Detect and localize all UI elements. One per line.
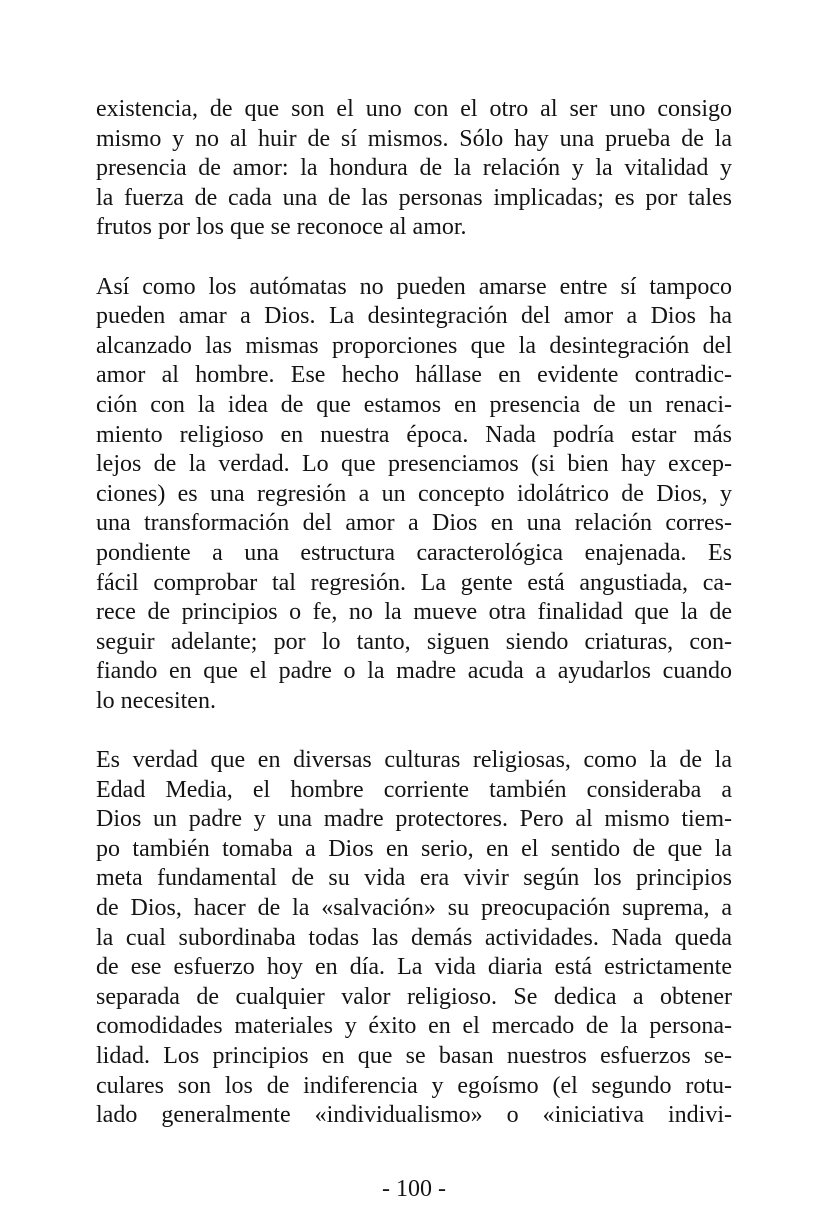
text-line: Así como los autómatas no pueden amarse entre sí tampoco xyxy=(96,273,732,300)
text-line: rece de principios o fe, no la mueve otra finalidad que la de xyxy=(96,599,732,626)
text-line: presencia de amor: la hondura de la relación y la vitalidad y xyxy=(96,155,732,182)
text-line: ciones) es una regresión a un concepto idolátrico de Dios, y xyxy=(96,480,732,507)
paragraph-3 xyxy=(96,746,732,1131)
text-line: alcanzado las mismas proporciones que la desintegración del xyxy=(96,332,732,359)
text-line: comodidades materiales y éxito en el mercado de la persona- xyxy=(96,1013,732,1040)
paragraph-2 xyxy=(96,273,732,717)
text-line: frutos por los que se reconoce al amor. xyxy=(96,214,467,241)
text-line: la cual subordinaba todas las demás actividades. Nada queda xyxy=(96,924,732,951)
text-line: fiando en que el padre o la madre acuda a ayudarlos cuando xyxy=(96,658,732,685)
text-line: pondiente a una estructura caracterológica enajenada. Es xyxy=(96,539,732,566)
text-line: lo necesiten. xyxy=(96,687,216,714)
text-line: de ese esfuerzo hoy en día. La vida diaria está estrictamente xyxy=(96,954,732,981)
text-line: mismo y no al huir de sí mismos. Sólo hay una prueba de la xyxy=(96,125,732,152)
text-line: lado generalmente «individualismo» o «iniciativa indivi- xyxy=(96,1102,732,1129)
text-line: la fuerza de cada una de las personas implicadas; es por tales xyxy=(96,184,732,211)
text-line: Edad Media, el hombre corriente también consideraba a xyxy=(96,776,732,803)
text-line: de Dios, hacer de la «salvación» su preocupación suprema, a xyxy=(96,895,732,922)
text-line: seguir adelante; por lo tanto, siguen siendo criaturas, con- xyxy=(96,628,732,655)
text-line: miento religioso en nuestra época. Nada podría estar más xyxy=(96,421,732,448)
paragraph-gap xyxy=(96,716,732,746)
page-number: - 100 - xyxy=(382,1176,446,1202)
text-line: lidad. Los principios en que se basan nuestros esfuerzos se- xyxy=(96,1043,732,1069)
text-line: Dios un padre y una madre protectores. Pero al mismo tiem- xyxy=(96,806,732,833)
paragraph-gap xyxy=(96,243,732,273)
text-line: lejos de la verdad. Lo que presenciamos (si bien hay excep- xyxy=(96,451,732,478)
text-line: culares son los de indiferencia y egoísmo (el segundo rotu- xyxy=(96,1072,732,1099)
text-line: ción con la idea de que estamos en presencia de un renaci- xyxy=(96,391,732,418)
text-line: fácil comprobar tal regresión. La gente está angustiada, ca- xyxy=(96,569,732,596)
page-body xyxy=(96,95,732,1131)
text-line: meta fundamental de su vida era vivir según los principios xyxy=(96,865,732,892)
text-line: pueden amar a Dios. La desintegración del amor a Dios ha xyxy=(96,303,732,330)
text-line: existencia, de que son el uno con el otro al ser uno consigo xyxy=(96,96,732,122)
text-line: separada de cualquier valor religioso. Se dedica a obtener xyxy=(96,983,732,1010)
text-line: amor al hombre. Ese hecho hállase en evidente contradic- xyxy=(96,362,732,389)
text-line: una transformación del amor a Dios en una relación corres- xyxy=(96,510,732,537)
paragraph-1 xyxy=(96,95,732,243)
text-line: Es verdad que en diversas culturas religiosas, como la de la xyxy=(96,747,732,774)
text-line: po también tomaba a Dios en serio, en el sentido de que la xyxy=(96,835,732,862)
